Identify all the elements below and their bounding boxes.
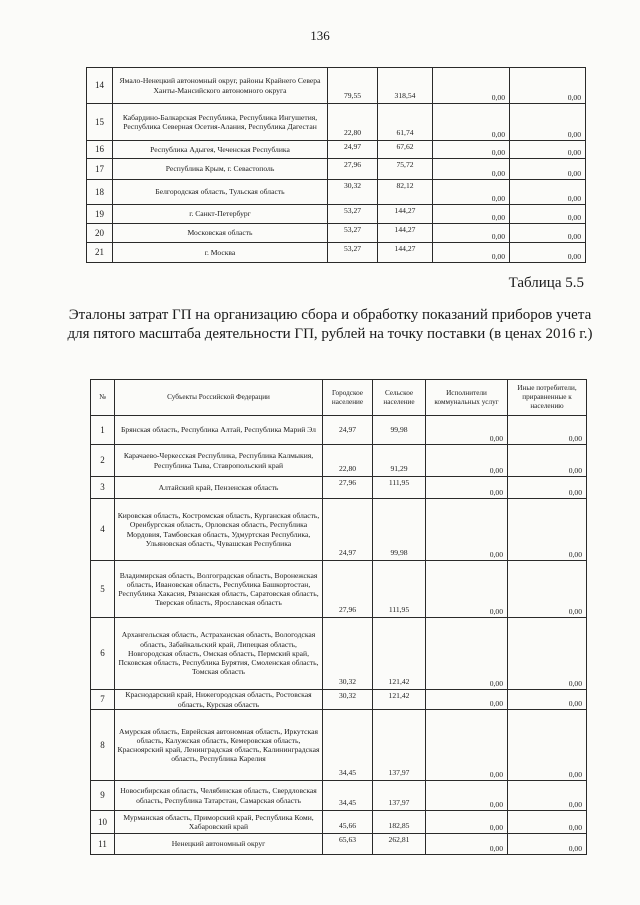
row-urban-value: 53,27 (328, 205, 378, 224)
row-subject: Кабардино-Балкарская Республика, Республика Ингушетия, Республика Северная Осетия-Алания, Республика Дагестан (113, 104, 328, 141)
row-number: 4 (91, 499, 115, 561)
row-rural-value: 67,62 (378, 141, 433, 159)
row-subject: Ямало-Ненецкий автономный округ, районы Крайнего Севера Ханты-Мансийского автономного округа (113, 68, 328, 104)
row-number: 19 (87, 205, 113, 224)
row-utility-value: 0,00 (426, 477, 508, 499)
row-other-value: 0,00 (508, 618, 587, 690)
row-urban-value: 27,96 (328, 159, 378, 180)
row-number: 21 (87, 243, 113, 263)
row-subject: Мурманская область, Приморский край, Республика Коми, Хабаровский край (115, 811, 323, 834)
row-rural-value: 262,81 (373, 834, 426, 855)
row-urban-value: 27,96 (323, 561, 373, 618)
table-header-row (91, 380, 587, 416)
row-utility-value: 0,00 (433, 205, 510, 224)
row-subject: Кировская область, Костромская область, Курганская область, Оренбургская область, Орловская область, Республика Мордовия, Тамбовская область, Удмуртская Республика, Ульяновская область, Чувашская Республика (115, 499, 323, 561)
row-urban-value: 53,27 (328, 243, 378, 263)
table-row (87, 224, 586, 243)
table-row (87, 104, 586, 141)
header-number: № (91, 380, 115, 416)
header-subject: Субъекты Российской Федерации (115, 380, 323, 416)
row-number: 1 (91, 416, 115, 445)
row-rural-value: 121,42 (373, 690, 426, 710)
row-other-value: 0,00 (510, 205, 586, 224)
table-row (91, 710, 587, 781)
row-subject: Владимирская область, Волгоградская область, Воронежская область, Ивановская область, Республика Башкортостан, Республика Хакасия, Рязанская область, Саратовская область, Тверская область, Ярославская область (115, 561, 323, 618)
row-rural-value: 318,54 (378, 68, 433, 104)
row-utility-value: 0,00 (433, 243, 510, 263)
row-rural-value: 144,27 (378, 224, 433, 243)
row-subject: Амурская область, Еврейская автономная область, Иркутская область, Калужская область, Кемеровская область, Красноярский край, Ленинградская область, Калининградская область, Республика Карелия (115, 710, 323, 781)
row-urban-value: 24,97 (328, 141, 378, 159)
row-utility-value: 0,00 (426, 618, 508, 690)
page-number: 136 (310, 28, 330, 43)
row-other-value: 0,00 (510, 224, 586, 243)
row-other-value: 0,00 (508, 781, 587, 811)
row-number: 18 (87, 180, 113, 205)
row-urban-value: 30,32 (323, 618, 373, 690)
row-rural-value: 182,85 (373, 811, 426, 834)
row-utility-value: 0,00 (433, 224, 510, 243)
row-utility-value: 0,00 (426, 416, 508, 445)
row-subject: Брянская область, Республика Алтай, Республика Марий Эл (115, 416, 323, 445)
row-number: 10 (91, 811, 115, 834)
row-number: 20 (87, 224, 113, 243)
row-number: 6 (91, 618, 115, 690)
row-other-value: 0,00 (510, 243, 586, 263)
row-utility-value: 0,00 (426, 781, 508, 811)
header-other: Иные потребители, приравненные к населению (508, 380, 587, 416)
table-row (91, 499, 587, 561)
row-other-value: 0,00 (508, 690, 587, 710)
row-utility-value: 0,00 (426, 811, 508, 834)
row-urban-value: 79,55 (328, 68, 378, 104)
row-other-value: 0,00 (508, 834, 587, 855)
row-utility-value: 0,00 (433, 104, 510, 141)
row-utility-value: 0,00 (433, 180, 510, 205)
table-row (91, 781, 587, 811)
row-other-value: 0,00 (510, 180, 586, 205)
table-title: Эталоны затрат ГП на организацию сбора и обработку показаний приборов учета для пятого масштаба деятельности ГП, рублей на точку поставки (в ценах 2016 г.) (67, 307, 593, 342)
row-other-value: 0,00 (510, 68, 586, 104)
row-other-value: 0,00 (510, 141, 586, 159)
table-main (90, 379, 587, 855)
row-subject: г. Санкт-Петербург (113, 205, 328, 224)
table-row (91, 690, 587, 710)
row-urban-value: 27,96 (323, 477, 373, 499)
row-number: 9 (91, 781, 115, 811)
row-other-value: 0,00 (510, 104, 586, 141)
header-urban: Городское население (323, 380, 373, 416)
table-row (87, 68, 586, 104)
table-row (87, 159, 586, 180)
header-rural: Сельское население (373, 380, 426, 416)
row-rural-value: 82,12 (378, 180, 433, 205)
row-urban-value: 53,27 (328, 224, 378, 243)
table-row (91, 834, 587, 855)
row-rural-value: 111,95 (373, 477, 426, 499)
row-number: 16 (87, 141, 113, 159)
table-row (91, 811, 587, 834)
row-number: 17 (87, 159, 113, 180)
row-urban-value: 30,32 (328, 180, 378, 205)
row-number: 15 (87, 104, 113, 141)
table-row (91, 561, 587, 618)
row-other-value: 0,00 (508, 811, 587, 834)
row-urban-value: 34,45 (323, 710, 373, 781)
row-other-value: 0,00 (508, 477, 587, 499)
table-row (87, 205, 586, 224)
table-row (87, 243, 586, 263)
row-rural-value: 91,29 (373, 445, 426, 477)
row-subject: Республика Адыгея, Чеченская Республика (113, 141, 328, 159)
row-urban-value: 65,63 (323, 834, 373, 855)
row-urban-value: 24,97 (323, 416, 373, 445)
row-rural-value: 137,97 (373, 710, 426, 781)
row-urban-value: 24,97 (323, 499, 373, 561)
row-utility-value: 0,00 (426, 499, 508, 561)
row-subject: Новосибирская область, Челябинская область, Свердловская область, Республика Татарстан, Самарская область (115, 781, 323, 811)
row-urban-value: 22,80 (323, 445, 373, 477)
row-utility-value: 0,00 (426, 445, 508, 477)
row-urban-value: 22,80 (328, 104, 378, 141)
table-top (86, 67, 586, 263)
row-other-value: 0,00 (508, 499, 587, 561)
row-utility-value: 0,00 (433, 68, 510, 104)
row-number: 3 (91, 477, 115, 499)
row-other-value: 0,00 (508, 445, 587, 477)
row-other-value: 0,00 (510, 159, 586, 180)
row-number: 5 (91, 561, 115, 618)
table-row (91, 618, 587, 690)
row-subject: Республика Крым, г. Севастополь (113, 159, 328, 180)
header-utility: Исполнители коммунальных услуг (426, 380, 508, 416)
row-urban-value: 30,32 (323, 690, 373, 710)
row-subject: Краснодарский край, Нижегородская область, Ростовская область, Курская область (115, 690, 323, 710)
row-rural-value: 61,74 (378, 104, 433, 141)
row-urban-value: 34,45 (323, 781, 373, 811)
row-number: 8 (91, 710, 115, 781)
row-rural-value: 99,98 (373, 416, 426, 445)
table-row (91, 445, 587, 477)
table-caption: Таблица 5.5 (508, 275, 584, 291)
row-rural-value: 121,42 (373, 618, 426, 690)
row-rural-value: 144,27 (378, 205, 433, 224)
row-other-value: 0,00 (508, 710, 587, 781)
row-urban-value: 45,66 (323, 811, 373, 834)
table-row (91, 416, 587, 445)
row-rural-value: 75,72 (378, 159, 433, 180)
row-number: 11 (91, 834, 115, 855)
row-rural-value: 137,97 (373, 781, 426, 811)
row-subject: Карачаево-Черкесская Республика, Республика Калмыкия, Республика Тыва, Ставропольский край (115, 445, 323, 477)
row-number: 7 (91, 690, 115, 710)
table-row (87, 180, 586, 205)
row-utility-value: 0,00 (426, 710, 508, 781)
row-utility-value: 0,00 (426, 834, 508, 855)
row-other-value: 0,00 (508, 561, 587, 618)
row-subject: Белгородская область, Тульская область (113, 180, 328, 205)
row-subject: Московская область (113, 224, 328, 243)
table-row (91, 477, 587, 499)
row-utility-value: 0,00 (426, 690, 508, 710)
row-number: 14 (87, 68, 113, 104)
row-utility-value: 0,00 (426, 561, 508, 618)
row-rural-value: 99,98 (373, 499, 426, 561)
row-utility-value: 0,00 (433, 159, 510, 180)
row-number: 2 (91, 445, 115, 477)
row-subject: г. Москва (113, 243, 328, 263)
table-row (87, 141, 586, 159)
row-utility-value: 0,00 (433, 141, 510, 159)
row-other-value: 0,00 (508, 416, 587, 445)
row-subject: Ненецкий автономный округ (115, 834, 323, 855)
row-rural-value: 144,27 (378, 243, 433, 263)
row-subject: Алтайский край, Пензенская область (115, 477, 323, 499)
row-subject: Архангельская область, Астраханская область, Вологодская область, Забайкальский край, Липецкая область, Новгородская область, Омская область, Пермский край, Псковская область, Республика Бурятия, Смоленская область, Томская область (115, 618, 323, 690)
row-rural-value: 111,95 (373, 561, 426, 618)
